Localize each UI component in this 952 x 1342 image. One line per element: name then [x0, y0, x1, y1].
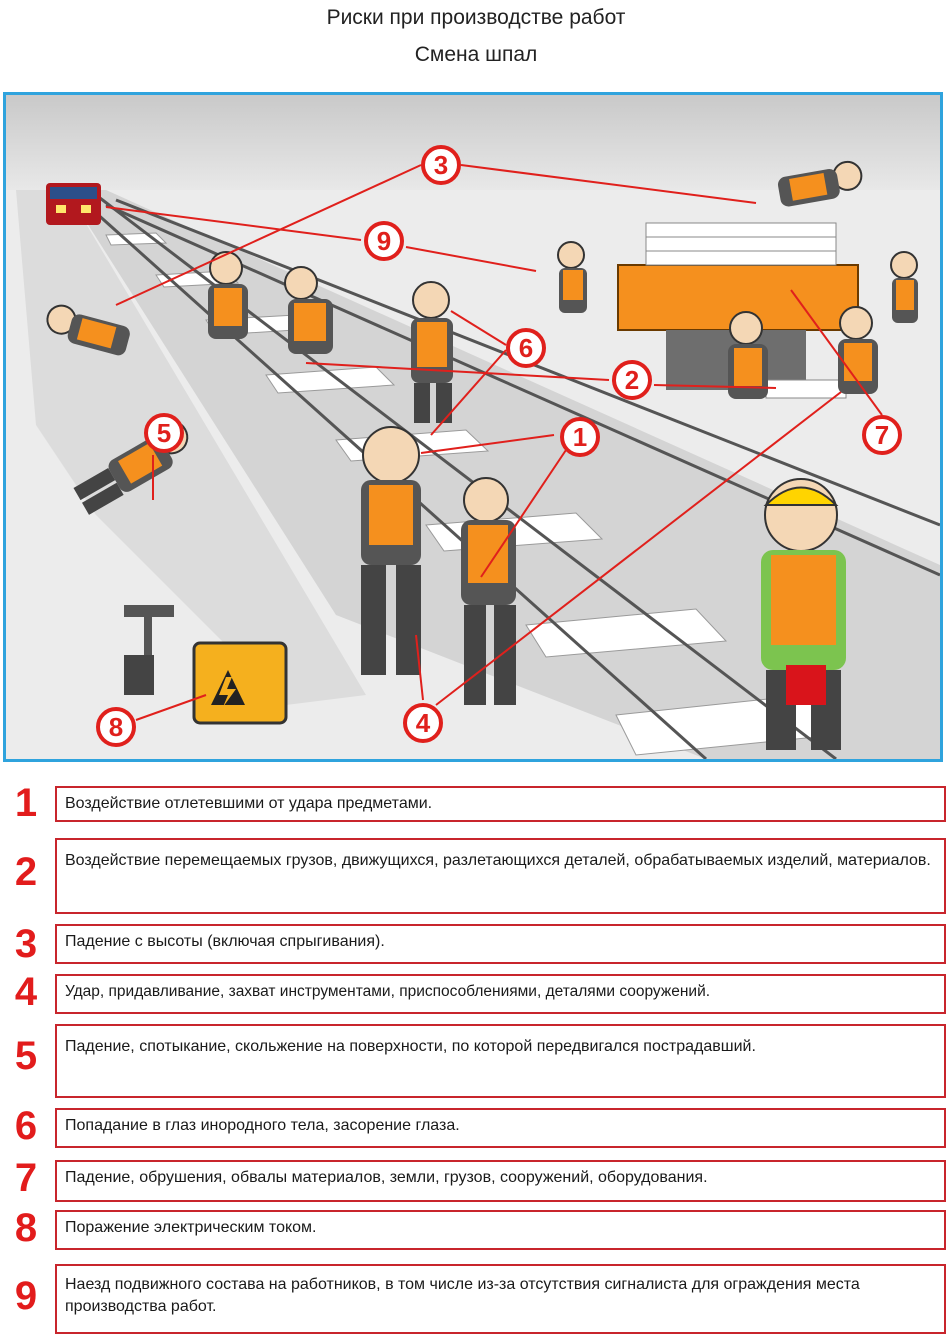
svg-text:4: 4 [415, 708, 431, 738]
worker-icon [558, 242, 587, 313]
legend-number: 5 [14, 1034, 38, 1078]
legend-item [0, 1206, 952, 1252]
illustration-scene [3, 92, 943, 762]
risk-marker-7 [864, 417, 900, 453]
legend-number: 3 [14, 922, 38, 966]
svg-text:8: 8 [108, 712, 124, 742]
svg-text:9: 9 [376, 226, 392, 256]
worker-icon [891, 252, 918, 323]
page-subtitle: Смена шпал [414, 43, 538, 66]
legend-item [0, 970, 952, 1016]
legend-text: Падение, обрушения, обвалы материалов, земли, грузов, сооружений, оборудования. [55, 1160, 946, 1202]
legend-number: 2 [14, 850, 38, 894]
legend-text: Падение, спотыкание, скольжение на поверхности, по которой передвигался пострадавший. [55, 1024, 946, 1098]
legend-item [0, 924, 952, 966]
risk-marker-2 [614, 362, 650, 398]
svg-text:1: 1 [572, 422, 588, 452]
legend-number: 6 [14, 1104, 38, 1148]
svg-text:6: 6 [518, 333, 534, 363]
worker-icon [208, 252, 248, 339]
signal-flag-icon [786, 665, 826, 705]
legend-item [0, 838, 952, 916]
risk-marker-8 [98, 709, 134, 745]
legend-text: Поражение электрическим током. [55, 1210, 946, 1250]
legend-number: 1 [14, 781, 38, 825]
risk-marker-6 [508, 330, 544, 366]
svg-text:7: 7 [874, 420, 890, 450]
legend-number: 9 [14, 1274, 38, 1318]
risk-marker-9 [366, 223, 402, 259]
legend-number: 4 [14, 970, 38, 1014]
legend-number: 7 [14, 1156, 38, 1200]
svg-text:3: 3 [433, 150, 449, 180]
risk-marker-4 [405, 705, 441, 741]
legend-text: Попадание в глаз инородного тела, засорение глаза. [55, 1108, 946, 1148]
worker-icon [728, 312, 768, 399]
legend-text: Воздействие отлетевшими от удара предметами. [55, 786, 946, 822]
risk-marker-3 [423, 147, 459, 183]
legend-text: Падение с высоты (включая спрыгивания). [55, 924, 946, 964]
legend-item [0, 780, 952, 826]
legend-text: Удар, придавливание, захват инструментами, приспособлениями, деталями сооружений. [55, 974, 946, 1014]
svg-text:5: 5 [156, 418, 172, 448]
legend-text: Воздействие перемещаемых грузов, движущихся, разлетающихся деталей, обрабатываемых изделий, материалов. [55, 838, 946, 914]
legend-number: 8 [14, 1206, 38, 1250]
risk-marker-5 [146, 415, 182, 451]
train-icon [46, 183, 101, 225]
legend-item [0, 1158, 952, 1202]
legend-item [0, 1264, 952, 1340]
risk-marker-1 [562, 419, 598, 455]
legend-text: Наезд подвижного состава на работников, в том числе из-за отсутствия сигналиста для ограждения места производства работ. [55, 1264, 946, 1334]
legend-item [0, 1104, 952, 1150]
svg-text:2: 2 [624, 365, 640, 395]
legend-item [0, 1024, 952, 1102]
page-title: Риски при производстве работ [326, 6, 626, 29]
